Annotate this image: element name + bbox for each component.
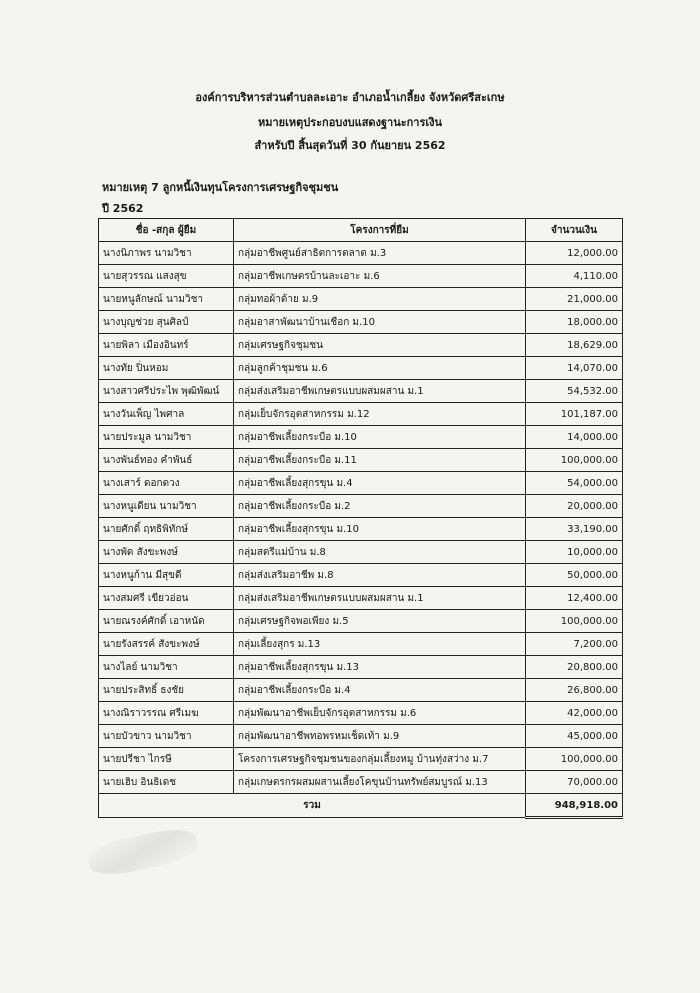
amount-cell: 33,190.00 — [526, 518, 623, 541]
amount-cell: 50,000.00 — [526, 564, 623, 587]
table-row — [99, 610, 623, 633]
table-row — [99, 311, 623, 334]
scan-smudge — [86, 824, 201, 880]
project-cell: กลุ่มอาชีพเลี้ยงสุกรขุน ม.13 — [234, 656, 526, 679]
table-row — [99, 633, 623, 656]
project-cell: กลุ่มอาชีพเลี้ยงสุกรขุน ม.4 — [234, 472, 526, 495]
borrower-name-cell: นายประมูล นามวิชา — [99, 426, 234, 449]
project-cell: กลุ่มอาชีพศูนย์สาธิตการตลาด ม.3 — [234, 242, 526, 265]
project-cell: กลุ่มอาชีพเลี้ยงกระบือ ม.10 — [234, 426, 526, 449]
amount-cell: 26,800.00 — [526, 679, 623, 702]
table-row — [99, 357, 623, 380]
org-title: องค์การบริหารส่วนตำบลละเอาะ อำเภอน้ำเกลี้ยง จังหวัดศรีสะเกษ — [195, 91, 505, 104]
borrower-name-cell: นางนิภาพร นามวิชา — [99, 242, 234, 265]
column-header-name: ชื่อ -สกุล ผู้ยืม — [99, 219, 234, 242]
column-header-amount: จำนวนเงิน — [526, 219, 623, 242]
table-row — [99, 587, 623, 610]
project-cell: กลุ่มอาชีพเลี้ยงสุกรขุน ม.10 — [234, 518, 526, 541]
amount-cell: 100,000.00 — [526, 449, 623, 472]
project-cell: กลุ่มพัฒนาอาชีพทอพรหมเช็ดเท้า ม.9 — [234, 725, 526, 748]
project-cell: กลุ่มเศรษฐกิจชุมชน — [234, 334, 526, 357]
table-row — [99, 725, 623, 748]
table-row — [99, 449, 623, 472]
project-cell: กลุ่มเลี้ยงสุกร ม.13 — [234, 633, 526, 656]
amount-cell: 20,800.00 — [526, 656, 623, 679]
table-row — [99, 265, 623, 288]
amount-cell: 14,070.00 — [526, 357, 623, 380]
borrower-name-cell: นางวันเพ็ญ ไพศาล — [99, 403, 234, 426]
total-row — [99, 794, 623, 818]
borrower-name-cell: นายประสิทธิ์ ธงชัย — [99, 679, 234, 702]
year-label: ปี 2562 — [102, 202, 144, 215]
amount-cell: 20,000.00 — [526, 495, 623, 518]
borrower-name-cell: นายเฮิบ อินธิเดช — [99, 771, 234, 794]
table-row — [99, 472, 623, 495]
borrower-name-cell: นางบุญช่วย สุนศิลป์ — [99, 311, 234, 334]
table-row — [99, 564, 623, 587]
borrower-name-cell: นางไลย์ นามวิชา — [99, 656, 234, 679]
project-cell: กลุ่มอาชีพเลี้ยงกระบือ ม.2 — [234, 495, 526, 518]
table-row — [99, 656, 623, 679]
table-row — [99, 771, 623, 794]
project-cell: กลุ่มเย็บจักรอุตสาหกรรม ม.12 — [234, 403, 526, 426]
borrower-name-cell: นางหนูก้าน มีสุขดี — [99, 564, 234, 587]
amount-cell: 18,000.00 — [526, 311, 623, 334]
borrower-name-cell: นางหนูเดียน นามวิชา — [99, 495, 234, 518]
borrower-name-cell: นายปรีชา ไกรษี — [99, 748, 234, 771]
borrower-name-cell: นางพัด สังขะพงษ์ — [99, 541, 234, 564]
table-row — [99, 403, 623, 426]
amount-cell: 100,000.00 — [526, 748, 623, 771]
project-cell: กลุ่มอาชีพเลี้ยงกระบือ ม.4 — [234, 679, 526, 702]
table-row — [99, 334, 623, 357]
statement-title: หมายเหตุประกอบงบแสดงฐานะการเงิน — [257, 116, 443, 129]
borrower-name-cell: นายบัวขาว นามวิชา — [99, 725, 234, 748]
borrower-name-cell: นางสาวศรีประไพ พุฒิพัฒน์ — [99, 380, 234, 403]
amount-cell: 4,110.00 — [526, 265, 623, 288]
project-cell: กลุ่มทอผ้าด้าย ม.9 — [234, 288, 526, 311]
table-row — [99, 518, 623, 541]
amount-cell: 54,532.00 — [526, 380, 623, 403]
table-row — [99, 541, 623, 564]
borrower-name-cell: นายณรงค์ศักดิ์ เอาหนัด — [99, 610, 234, 633]
amount-cell: 21,000.00 — [526, 288, 623, 311]
amount-cell: 18,629.00 — [526, 334, 623, 357]
project-cell: กลุ่มส่งเสริมอาชีพเกษตรแบบผสมผสาน ม.1 — [234, 380, 526, 403]
amount-cell: 10,000.00 — [526, 541, 623, 564]
column-header-project: โครงการที่ยืม — [234, 219, 526, 242]
table-row — [99, 679, 623, 702]
project-cell: กลุ่มอาชีพเกษตรบ้านละเอาะ ม.6 — [234, 265, 526, 288]
project-cell: กลุ่มเศรษฐกิจพอเพียง ม.5 — [234, 610, 526, 633]
amount-cell: 7,200.00 — [526, 633, 623, 656]
table-row — [99, 748, 623, 771]
table-row — [99, 702, 623, 725]
borrower-name-cell: นายหนูลักษณ์ นามวิชา — [99, 288, 234, 311]
amount-cell: 12,400.00 — [526, 587, 623, 610]
borrower-name-cell: นายสุวรรณ แสงสุข — [99, 265, 234, 288]
project-cell: กลุ่มส่งเสริมอาชีพเกษตรแบบผสมผสาน ม.1 — [234, 587, 526, 610]
amount-cell: 42,000.00 — [526, 702, 623, 725]
borrower-name-cell: นางพันธ์ทอง คำพันธ์ — [99, 449, 234, 472]
borrower-name-cell: นายรังสรรค์ สังขะพงษ์ — [99, 633, 234, 656]
table-row — [99, 495, 623, 518]
period-title: สำหรับปี สิ้นสุดวันที่ 30 กันยายน 2562 — [254, 139, 446, 152]
project-cell: กลุ่มสตรีแม่บ้าน ม.8 — [234, 541, 526, 564]
table-row — [99, 426, 623, 449]
table-row — [99, 242, 623, 265]
amount-cell: 12,000.00 — [526, 242, 623, 265]
loan-table — [98, 218, 623, 819]
project-cell: โครงการเศรษฐกิจชุมชนของกลุ่มเลี้ยงหมู บ้านทุ่งสว่าง ม.7 — [234, 748, 526, 771]
amount-cell: 70,000.00 — [526, 771, 623, 794]
borrower-name-cell: นายพิลา เมืองอินทร์ — [99, 334, 234, 357]
borrower-name-cell: นางณิราวรรณ ศรีเมฆ — [99, 702, 234, 725]
borrower-name-cell: นางสมศรี เขียวอ่อน — [99, 587, 234, 610]
project-cell: กลุ่มลูกค้าชุมชน ม.6 — [234, 357, 526, 380]
amount-cell: 54,000.00 — [526, 472, 623, 495]
table-row — [99, 380, 623, 403]
table-header-row — [99, 219, 623, 242]
note-title: หมายเหตุ 7 ลูกหนี้เงินทุนโครงการเศรษฐกิจชุมชน — [102, 181, 339, 194]
borrower-name-cell: นายศักดิ์ ฤทธิพิทักษ์ — [99, 518, 234, 541]
amount-cell: 101,187.00 — [526, 403, 623, 426]
project-cell: กลุ่มอาสาพัฒนาบ้านเชือก ม.10 — [234, 311, 526, 334]
project-cell: กลุ่มอาชีพเลี้ยงกระบือ ม.11 — [234, 449, 526, 472]
total-amount: 948,918.00 — [526, 794, 623, 818]
amount-cell: 100,000.00 — [526, 610, 623, 633]
project-cell: กลุ่มพัฒนาอาชีพเย็บจักรอุตสาหกรรม ม.6 — [234, 702, 526, 725]
total-label: รวม — [99, 794, 526, 818]
amount-cell: 14,000.00 — [526, 426, 623, 449]
project-cell: กลุ่มเกษตรกรผสมผสานเลี้ยงโคขุนบ้านทรัพย์สมบูรณ์ ม.13 — [234, 771, 526, 794]
borrower-name-cell: นางทัย ปิ่นหอม — [99, 357, 234, 380]
table-row — [99, 288, 623, 311]
borrower-name-cell: นางเสาร์ ดอกดวง — [99, 472, 234, 495]
amount-cell: 45,000.00 — [526, 725, 623, 748]
project-cell: กลุ่มส่งเสริมอาชีพ ม.8 — [234, 564, 526, 587]
